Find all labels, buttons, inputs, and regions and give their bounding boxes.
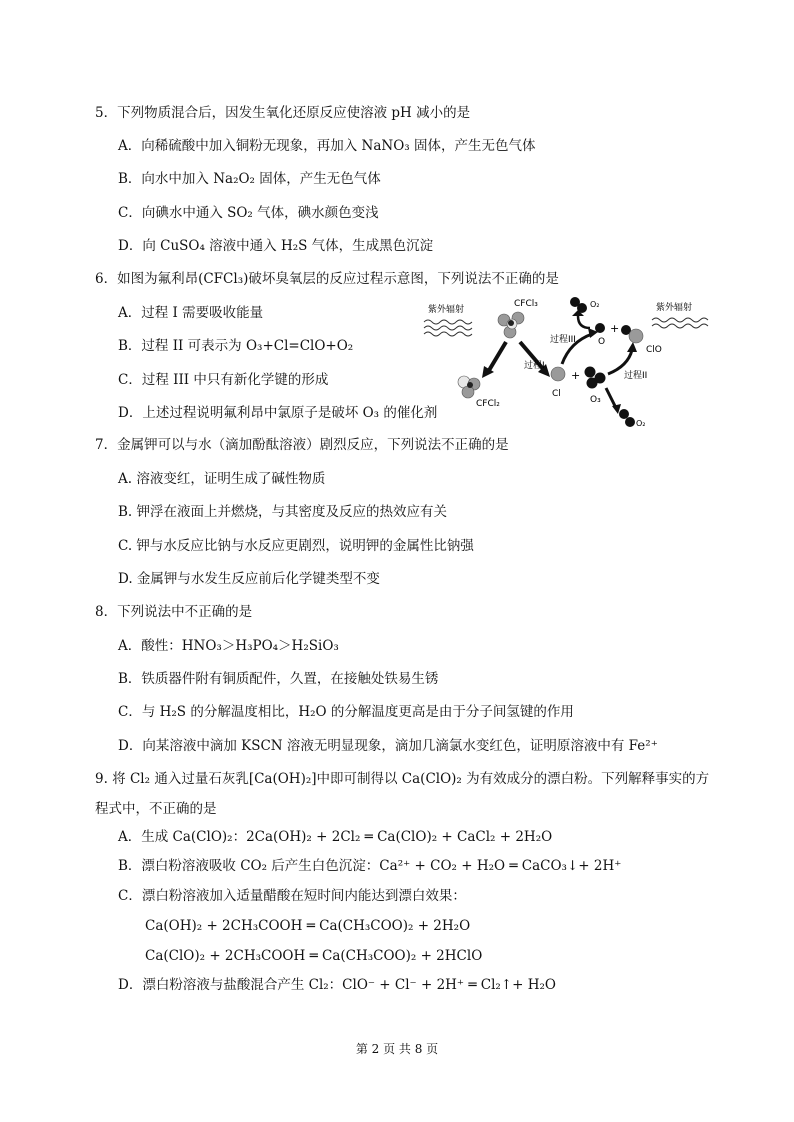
arrow-process2-down <box>606 388 616 408</box>
o-atom <box>595 323 605 333</box>
question-5-stem: 5．下列物质混合后，因发生氧化还原反应使溶液 pH 减小的是 <box>95 105 471 121</box>
process3-label: 过程III <box>550 335 576 345</box>
cfcl2-label: CFCl₂ <box>476 399 500 409</box>
question-9-option-c-equation-1: Ca(OH)₂ + 2CH₃COOH ═ Ca(CH₃COO)₂ + 2H₂O <box>145 918 471 934</box>
process1-label: 过程I <box>524 361 545 371</box>
uv-wave-left-1 <box>424 320 472 324</box>
question-9-stem-line2: 程式中，不正确的是 <box>95 801 217 817</box>
question-7-option-d: D. 金属钾与水发生反应前后化学键类型不变 <box>118 571 380 587</box>
o2-bottom-label: O₂ <box>636 419 646 428</box>
o3-molecule <box>585 367 606 389</box>
cl-label: Cl <box>552 389 561 399</box>
question-9-stem-line1: 9. 将 Cl₂ 通入过量石灰乳[Ca(OH)₂]中即可制得以 Ca(ClO)₂ 为有效成分的漂白粉。下列解释事实的方 <box>95 771 710 787</box>
clo-label: ClO <box>646 345 662 355</box>
process2-label: 过程II <box>624 371 648 381</box>
question-7-option-a: A. 溶液变红，证明生成了碱性物质 <box>118 471 326 487</box>
question-9-option-a: A．生成 Ca(ClO)₂：2Ca(OH)₂ + 2Cl₂ ═ Ca(ClO)₂ + CaCl₂ + 2H₂O <box>118 829 553 845</box>
question-6-option-c: C．过程 III 中只有新化学键的形成 <box>118 372 329 388</box>
question-5-option-b: B．向水中加入 Na₂O₂ 固体，产生无色气体 <box>118 171 381 187</box>
clo-molecule <box>621 325 643 343</box>
arrow-to-o2 <box>578 316 590 328</box>
uv-wave-left-3 <box>424 332 472 336</box>
question-9-option-c: C．漂白粉溶液加入适量醋酸在短时间内能达到漂白效果： <box>118 888 466 904</box>
question-9-option-d: D．漂白粉溶液与盐酸混合产生 Cl₂：ClO⁻ + Cl⁻ + 2H⁺ ═ Cl₂↑+ H₂O <box>118 977 556 993</box>
question-7-stem: 7．金属钾可以与水（滴加酚酞溶液）剧烈反应，下列说法不正确的是 <box>95 437 509 453</box>
question-8-option-c: C．与 H₂S 的分解温度相比，H₂O 的分解温度更高是由于分子间氢键的作用 <box>118 704 574 720</box>
question-5-option-a: A．向稀硫酸中加入铜粉无现象，再加入 NaNO₃ 固体，产生无色气体 <box>118 138 536 154</box>
question-9-option-c-equation-2: Ca(ClO)₂ + 2CH₃COOH ═ Ca(CH₃COO)₂ + 2HClO <box>145 948 483 964</box>
question-7-option-c: C. 钾与水反应比钠与水反应更剧烈，说明钾的金属性比钠强 <box>118 538 474 554</box>
uv-wave-right-2 <box>652 324 708 328</box>
question-8-option-a: A．酸性：HNO₃＞H₃PO₄＞H₂SiO₃ <box>118 638 339 654</box>
uv-label-left: 紫外辐射 <box>428 305 465 315</box>
o-label: O <box>598 337 606 347</box>
ozone-depletion-diagram <box>420 292 730 432</box>
question-7-option-b: B. 钾浮在液面上并燃烧，与其密度及反应的热效应有关 <box>118 504 448 520</box>
question-6-option-a: A．过程 I 需要吸收能量 <box>118 305 264 321</box>
uv-wave-right-1 <box>652 318 708 322</box>
uv-label-right: 紫外辐射 <box>656 303 693 313</box>
o2-bottom-molecule <box>619 409 635 427</box>
question-8-option-b: B．铁质器件附有铜质配件，久置，在接触处铁易生锈 <box>118 671 439 687</box>
o2-top-label: O₂ <box>590 300 600 309</box>
question-6-stem: 6．如图为氟利昂(CFCl₃)破坏臭氧层的反应过程示意图，下列说法不正确的是 <box>95 271 559 287</box>
question-5-option-c: C．向碘水中通入 SO₂ 气体，碘水颜色变浅 <box>118 205 379 221</box>
cl-atom <box>551 367 565 381</box>
question-8-stem: 8．下列说法中不正确的是 <box>95 604 253 620</box>
o3-label: O₃ <box>590 395 601 405</box>
cfcl3-molecule <box>498 312 524 338</box>
plus-sign-1: + <box>571 369 581 382</box>
cfcl2-molecule <box>458 376 480 398</box>
uv-wave-left-2 <box>424 326 472 330</box>
question-8-option-d: D．向某溶液中滴加 KSCN 溶液无明显现象，滴加几滴氯水变红色，证明原溶液中有 Fe²⁺ <box>118 738 658 754</box>
page-footer: 第 2 页 共 8 页 <box>355 1042 439 1056</box>
arrow-process1-down <box>488 342 506 372</box>
question-9-option-b: B．漂白粉溶液吸收 CO₂ 后产生白色沉淀：Ca²⁺ + CO₂ + H₂O ═ CaCO₃↓+ 2H⁺ <box>118 858 622 874</box>
question-5-option-d: D．向 CuSO₄ 溶液中通入 H₂S 气体，生成黑色沉淀 <box>118 238 434 254</box>
plus-sign-2: + <box>610 322 620 335</box>
question-6-option-b: B．过程 II 可表示为 O₃+Cl=ClO+O₂ <box>118 338 354 354</box>
cfcl3-label: CFCl₃ <box>514 299 538 309</box>
question-6-option-d: D．上述过程说明氟利昂中氯原子是破坏 O₃ 的催化剂 <box>118 405 438 421</box>
